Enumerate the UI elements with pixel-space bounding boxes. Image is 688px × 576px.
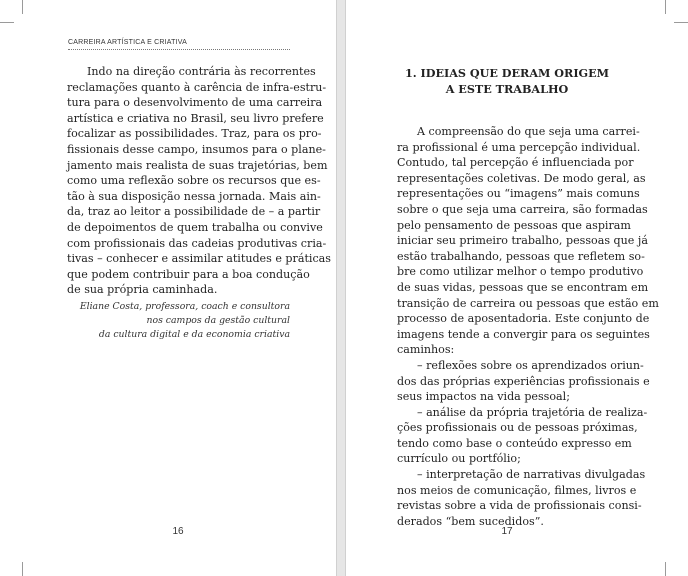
crop-mark: [22, 0, 23, 14]
text-line: tão à sua disposição nessa jornada. Mais ain-: [67, 189, 321, 203]
text-line: de suas vidas, pessoas que se encontram em: [397, 280, 649, 294]
page-number-right: 17: [501, 526, 513, 537]
list-item-line: – análise da própria trajetória de realiza-: [417, 405, 648, 419]
crop-mark: [665, 562, 666, 576]
text-line: iniciar seu primeiro trabalho, pessoas que já: [397, 234, 648, 248]
text-line: artística e criativa no Brasil, seu livro prefere: [67, 111, 324, 125]
heading-line: A ESTE TRABALHO: [445, 82, 569, 96]
text-line: Indo na direção contrária às recorrentes: [87, 65, 316, 78]
list-item-line: currículo ou portfólio;: [397, 452, 521, 466]
text-line: processo de aposentadoria. Este conjunto de: [397, 312, 650, 326]
crop-mark: [674, 22, 688, 23]
crop-mark: [665, 0, 666, 14]
text-line: caminhos:: [397, 343, 455, 357]
running-head: CARREIRA ARTÍSTICA E CRIATIVA: [68, 39, 290, 50]
attribution: [66, 300, 290, 343]
list-item-line: seus impactos na vida pessoal;: [397, 390, 570, 404]
text-line: transição de carreira ou pessoas que estão em: [397, 296, 659, 310]
book-gutter: [336, 0, 346, 576]
text-line: representações ou “imagens” mais comuns: [397, 187, 640, 201]
heading-line: 1. IDEIAS QUE DERAM ORIGEM: [404, 66, 610, 80]
attribution-line: da cultura digital e da economia criativa: [98, 329, 290, 341]
text-line: como uma reflexão sobre os recursos que es-: [67, 174, 321, 188]
list-item-line: nos meios de comunicação, filmes, livros e: [397, 483, 637, 497]
right-body-text: [397, 124, 659, 529]
attribution-line: Eliane Costa, professora, coach e consultora: [79, 301, 290, 312]
text-line: de depoimentos de quem trabalha ou convive: [67, 220, 323, 234]
text-line: fissionais desse campo, insumos para o plane-: [67, 142, 326, 156]
text-line: ra profissional é uma percepção individual.: [397, 140, 641, 154]
crop-mark: [0, 22, 14, 23]
text-line: que podem contribuir para a boa condução: [67, 267, 310, 281]
text-line: tura para o desenvolvimento de uma carreira: [67, 96, 323, 110]
text-line: focalizar as possibilidades. Traz, para os pro-: [67, 127, 322, 141]
text-line: A compreensão do que seja uma carrei-: [417, 125, 640, 138]
text-line: bre como utilizar melhor o tempo produtivo: [397, 265, 644, 279]
text-line: Contudo, tal percepção é influenciada por: [397, 156, 634, 170]
text-line: imagens tende a convergir para os seguintes: [397, 327, 650, 341]
page-number-left: 16: [172, 526, 184, 537]
text-line: jamento mais realista de suas trajetórias, bem: [67, 158, 328, 172]
text-line: com profissionais das cadeias produtivas cria-: [67, 236, 327, 250]
list-item-line: tendo como base o conteúdo expresso em: [397, 436, 632, 450]
list-item-line: dos das próprias experiências profissionais e: [397, 374, 650, 388]
text-line: de sua própria caminhada.: [67, 283, 218, 297]
crop-mark: [22, 562, 23, 576]
text-line: representações coletivas. De modo geral, as: [397, 171, 646, 185]
chapter-heading: [397, 65, 617, 97]
text-line: reclamações quanto à carência de infra-estru-: [67, 80, 327, 94]
attribution-line: nos campos da gestão cultural: [146, 315, 290, 327]
list-item-line: derados “bem sucedidos”.: [397, 514, 544, 528]
left-page: [0, 0, 336, 576]
list-item-line: ções profissionais ou de pessoas próximas,: [397, 421, 638, 435]
list-item-line: – interpretação de narrativas divulgadas: [417, 468, 646, 482]
text-line: tivas – conhecer e assimilar atitudes e práticas: [67, 252, 331, 266]
text-line: pelo pensamento de pessoas que aspiram: [397, 218, 631, 232]
text-line: sobre o que seja uma carreira, são formadas: [397, 202, 648, 216]
list-item-line: – reflexões sobre os aprendizados oriun-: [417, 358, 644, 372]
text-line: estão trabalhando, pessoas que refletem so-: [397, 249, 645, 263]
list-item-line: revistas sobre a vida de profissionais consi-: [397, 499, 642, 513]
text-line: da, traz ao leitor a possibilidade de – a partir: [67, 205, 321, 219]
left-body-text: [67, 64, 331, 298]
right-page: [346, 0, 688, 576]
